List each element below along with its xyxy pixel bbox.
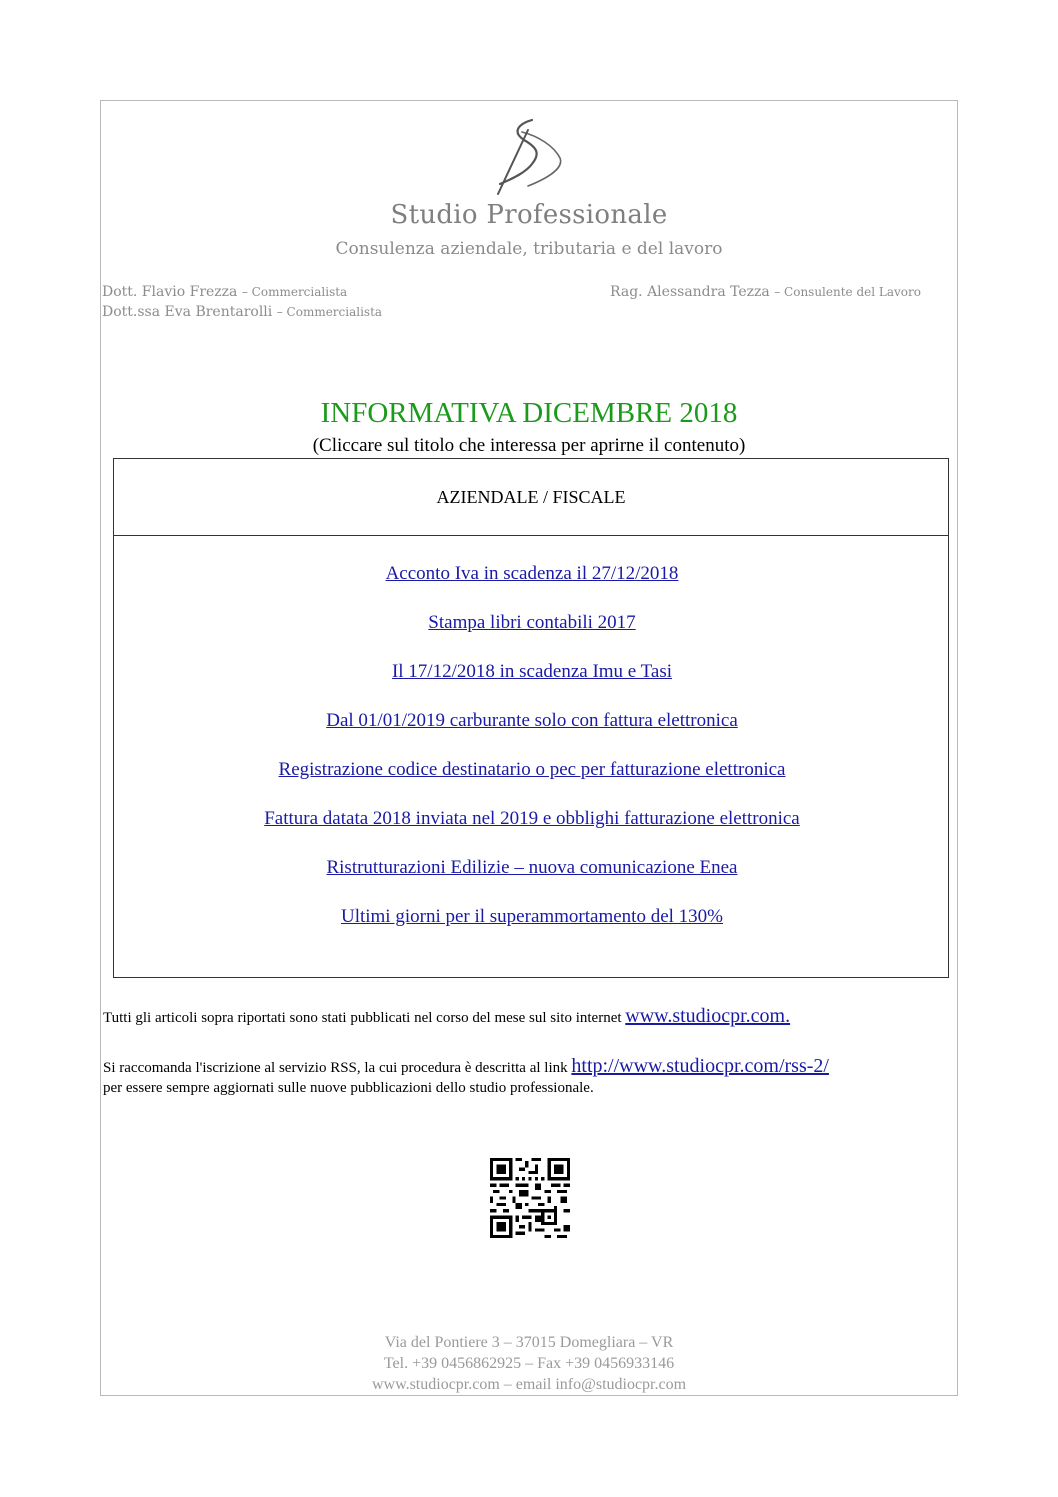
person-role: – Consulente del Lavoro xyxy=(774,285,921,299)
qr-code-icon xyxy=(490,1158,570,1238)
person-tezza xyxy=(610,284,921,300)
rss-link[interactable]: http://www.studiocpr.com/rss-2/ xyxy=(571,1055,829,1077)
article-link-fattura-datata[interactable]: Fattura datata 2018 inviata nel 2019 e obblighi fatturazione elettronica xyxy=(264,808,800,829)
studio-tagline: Consulenza aziendale, tributaria e del lavoro xyxy=(335,239,723,259)
footer-phone: Tel. +39 0456862925 – Fax +39 0456933146 xyxy=(383,1355,675,1372)
article-link-superammortamento[interactable]: Ultimi giorni per il superammortamento del 130% xyxy=(340,906,724,927)
article-link-stampa-libri[interactable]: Stampa libri contabili 2017 xyxy=(428,612,636,633)
person-name: Dott. Flavio Frezza xyxy=(102,284,238,300)
article-link-imu-tasi[interactable]: Il 17/12/2018 in scadenza Imu e Tasi xyxy=(391,661,673,682)
footer-web: www.studiocpr.com – email info@studiocpr.com xyxy=(371,1376,687,1393)
page-title: INFORMATIVA DICEMBRE 2018 xyxy=(320,397,738,429)
rss-note-text: Si raccomanda l'iscrizione al servizio RSS, la cui procedura è descritta al link xyxy=(103,1060,568,1076)
article-link-carburante[interactable]: Dal 01/01/2019 carburante solo con fattura elettronica xyxy=(326,710,738,731)
person-brentarolli xyxy=(102,304,382,320)
published-note-text: Tutti gli articoli sopra riportati sono stati pubblicati nel corso del mese sul sito internet xyxy=(103,1010,622,1026)
article-link-codice-destinatario[interactable]: Registrazione codice destinatario o pec per fatturazione elettronica xyxy=(278,759,786,780)
article-link-acconto-iva[interactable]: Acconto Iva in scadenza il 27/12/2018 xyxy=(385,563,679,584)
person-role: – Commercialista xyxy=(276,305,383,319)
articles-list xyxy=(113,535,949,978)
rss-note xyxy=(103,1055,958,1078)
published-note xyxy=(103,1005,958,1028)
rss-note-continued: per essere sempre aggiornati sulle nuove pubblicazioni dello studio professionale. xyxy=(103,1080,594,1096)
page-subtitle: (Cliccare sul titolo che interessa per aprirne il contenuto) xyxy=(312,435,746,456)
person-frezza xyxy=(102,284,347,300)
footer-address: Via del Pontiere 3 – 37015 Domegliara – VR xyxy=(384,1334,674,1351)
person-name: Rag. Alessandra Tezza xyxy=(610,284,770,300)
article-link-ristrutturazioni[interactable]: Ristrutturazioni Edilizie – nuova comunicazione Enea xyxy=(326,857,738,878)
studio-logo-icon xyxy=(488,114,572,198)
studio-name: Studio Professionale xyxy=(390,200,668,230)
person-name: Dott.ssa Eva Brentarolli xyxy=(102,304,273,320)
person-role: – Commercialista xyxy=(241,285,348,299)
studio-website-link[interactable]: www.studiocpr.com. xyxy=(625,1005,791,1027)
category-heading: AZIENDALE / FISCALE xyxy=(113,458,949,536)
